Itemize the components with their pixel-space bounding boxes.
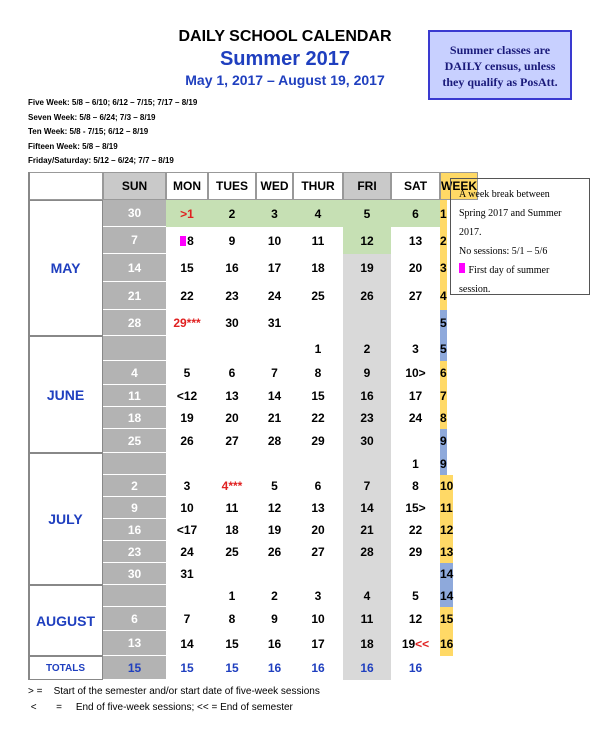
day-cell-fri: 4 — [343, 585, 391, 607]
day-cell-fri: 21 — [343, 519, 391, 541]
day-cell-wed: 2 — [271, 589, 278, 603]
day-cell-mon — [166, 585, 208, 607]
month-july: JULY — [28, 453, 103, 585]
month-june: JUNE — [28, 336, 103, 453]
header-corner — [28, 172, 103, 200]
day-cell-wed: 9 — [271, 612, 278, 626]
day-cell-mon: <12 — [176, 389, 198, 403]
day-cell-sun — [103, 336, 166, 361]
week-number-cell: 13 — [440, 541, 453, 563]
day-cell-thur: 22 — [311, 411, 325, 425]
day-cell-thur: 25 — [311, 289, 325, 303]
day-value: 19 — [401, 636, 416, 651]
session-friday-saturday: Friday/Saturday: 5/12 – 6/24; 7/7 – 8/19 — [28, 156, 174, 165]
day-cell-fri: 18 — [343, 631, 391, 656]
day-cell-tues: 25 — [225, 545, 239, 559]
day-cell-fri — [343, 563, 391, 585]
day-cell-mon — [166, 336, 208, 361]
column-header-mon: MON — [166, 172, 208, 200]
day-cell-sat: 20 — [408, 261, 423, 275]
day-cell-sat — [391, 310, 440, 336]
day-cell-sat: 24 — [408, 411, 423, 425]
week-number-cell: 9 — [440, 429, 447, 453]
day-cell-fri: 5 — [343, 200, 391, 227]
notice-line: DAILY census, unless — [444, 59, 556, 73]
day-cell-mon: 10 — [180, 501, 194, 515]
day-cell-thur: 8 — [314, 366, 322, 380]
column-header-thur: THUR — [293, 172, 343, 200]
total-thur: 16 — [311, 661, 325, 675]
week-number-cell: 14 — [440, 563, 453, 585]
day-cell-wed — [256, 453, 293, 475]
end-of-semester-marker: << — [415, 636, 430, 651]
week-number-cell: 7 — [440, 385, 447, 407]
date-range: May 1, 2017 – August 19, 2017 — [185, 72, 385, 88]
day-cell-sat: 17 — [408, 389, 423, 403]
day-cell-sun: 2 — [103, 475, 166, 497]
total-tues: 15 — [225, 661, 239, 675]
week-number-cell: 5 — [440, 310, 447, 336]
day-cell-sat: 10> — [405, 366, 426, 380]
day-cell-mon: 5 — [183, 366, 191, 380]
day-cell-mon: 7 — [183, 612, 191, 626]
day-cell-sat: 22 — [408, 523, 423, 537]
day-cell-fri: 12 — [343, 227, 391, 254]
day-cell-fri: 9 — [343, 361, 391, 385]
day-cell-thur: 15 — [311, 389, 325, 403]
day-cell-fri: 11 — [343, 607, 391, 631]
day-cell-sun: 18 — [103, 407, 166, 429]
note-line: A week break between — [459, 189, 550, 200]
day-cell-fri: 23 — [343, 407, 391, 429]
day-cell-fri — [343, 310, 391, 336]
week-number-cell: 16 — [440, 631, 453, 656]
day-cell-thur — [293, 453, 343, 475]
day-cell-thur: 29 — [311, 434, 325, 448]
day-cell-tues: 30 — [225, 316, 239, 330]
day-cell-sat: 27 — [408, 289, 423, 303]
week-number-cell: 3 — [440, 254, 447, 282]
week-number-cell: 10 — [440, 475, 453, 497]
column-header-week: WEEK — [440, 172, 478, 200]
day-cell-tues: 18 — [225, 523, 239, 537]
week-number-cell: 4 — [440, 282, 447, 310]
total-sat: 16 — [408, 661, 423, 675]
legend-end-equals: = — [56, 702, 62, 713]
day-cell-thur: 4 — [293, 200, 343, 227]
day-cell-tues: 11 — [225, 501, 239, 515]
day-cell-sun: 28 — [103, 310, 166, 336]
day-cell-tues: 6 — [228, 366, 236, 380]
note-line: No sessions: 5/1 – 5/6 — [459, 246, 548, 257]
day-cell-tues: 23 — [225, 289, 239, 303]
total-sun: 15 — [103, 656, 166, 680]
day-cell-thur: 20 — [311, 523, 325, 537]
day-cell-mon — [166, 227, 208, 254]
note-line — [459, 261, 581, 280]
day-cell-sat: 15> — [405, 501, 426, 515]
day-cell-fri — [343, 453, 391, 475]
legend-end-text: End of five-week sessions; << = End of semester — [75, 702, 293, 713]
day-cell-fri: 2 — [343, 336, 391, 361]
day-cell-tues: 15 — [225, 636, 239, 651]
day-cell-wed — [256, 336, 293, 361]
day-cell-tues: 4*** — [221, 479, 243, 493]
day-cell-thur — [293, 563, 343, 585]
day-cell-tues: 1 — [228, 589, 236, 603]
day-cell-thur: 1 — [314, 341, 322, 356]
day-cell-fri: 30 — [343, 429, 391, 453]
day-cell-wed: 26 — [267, 545, 282, 559]
day-cell-thur: 11 — [311, 233, 325, 248]
term-title: Summer 2017 — [219, 48, 351, 70]
day-cell-mon: 26 — [180, 434, 194, 448]
day-cell-sat: 13 — [408, 233, 423, 248]
calendar-title: DAILY SCHOOL CALENDAR — [178, 28, 392, 45]
week-number-cell: 12 — [440, 519, 453, 541]
day-cell-tues: 8 — [228, 612, 236, 626]
day-cell-thur: 10 — [311, 612, 325, 626]
day-cell-tues — [208, 563, 256, 585]
day-cell-sun: 30 — [103, 563, 166, 585]
day-cell-thur: 13 — [311, 501, 325, 515]
day-cell-fri: 14 — [343, 497, 391, 519]
day-cell-mon: 31 — [180, 567, 194, 581]
week-number-cell: 5 — [440, 336, 447, 361]
day-cell-sun: 9 — [103, 497, 166, 519]
day-cell-sun: 21 — [103, 282, 166, 310]
day-cell-sat: 29 — [408, 545, 423, 559]
day-cell-mon: 29*** — [173, 316, 201, 330]
day-cell-thur: 18 — [311, 261, 325, 275]
day-cell-thur: 3 — [314, 589, 322, 603]
notice-line: Summer classes are — [449, 43, 551, 57]
column-header-fri: FRI — [343, 172, 391, 200]
day-cell-wed: 5 — [271, 479, 278, 493]
month-may: MAY — [28, 200, 103, 336]
column-header-sun: SUN — [103, 172, 166, 200]
total-mon: 15 — [180, 661, 194, 675]
day-cell-mon: 15 — [180, 261, 194, 275]
day-cell-thur: 17 — [311, 636, 325, 651]
day-cell-sat — [391, 429, 440, 453]
day-cell-sun — [103, 585, 166, 607]
session-fifteen-week: Fifteen Week: 5/8 – 8/19 — [28, 141, 118, 151]
day-cell-sat: 5 — [412, 589, 419, 603]
day-cell-tues — [208, 453, 256, 475]
note-line: session. — [459, 284, 491, 295]
day-cell-mon: <17 — [176, 523, 198, 537]
week-number-cell: 6 — [440, 361, 447, 385]
day-cell-wed: 12 — [267, 501, 282, 515]
day-cell-fri: 16 — [343, 385, 391, 407]
day-cell-tues: 27 — [225, 434, 239, 448]
week-number-cell: 15 — [440, 607, 453, 631]
column-header-sat: SAT — [391, 172, 440, 200]
day-cell-wed: 24 — [267, 289, 282, 303]
day-cell-sun: 14 — [103, 254, 166, 282]
session-ten-week: Ten Week: 5/8 - 7/15; 6/12 – 8/19 — [28, 127, 149, 136]
legend-start — [28, 686, 320, 697]
day-cell-sat: 12 — [408, 612, 423, 626]
note-line: Spring 2017 and Summer — [459, 208, 562, 219]
day-cell-sat: 1 — [412, 457, 419, 471]
month-august: AUGUST — [28, 585, 103, 656]
day-cell-sat: 6 — [391, 200, 440, 227]
session-seven-week: Seven Week: 5/8 – 6/24; 7/3 – 8/19 — [28, 112, 156, 122]
day-cell-thur: 6 — [314, 479, 322, 493]
total-wed: 16 — [267, 661, 282, 675]
calendar-frame — [28, 172, 30, 680]
day-cell-mon: >1 — [166, 200, 208, 227]
day-cell-sat: 8 — [412, 479, 419, 493]
day-cell-wed: 16 — [267, 636, 282, 651]
session-list — [28, 96, 197, 169]
day-cell-wed: 21 — [267, 411, 282, 425]
week-number-cell: 2 — [440, 227, 447, 254]
day-cell-sat — [391, 631, 440, 656]
day-cell-wed: 28 — [267, 434, 282, 448]
day-cell-wed: 7 — [271, 366, 278, 380]
day-cell-sun: 30 — [103, 200, 166, 227]
day-cell-sun: 16 — [103, 519, 166, 541]
day-cell-tues: 13 — [225, 389, 239, 403]
day-cell-sun: 7 — [103, 227, 166, 254]
day-cell-thur — [293, 310, 343, 336]
day-cell-mon: 24 — [180, 545, 194, 559]
day-cell-tues: 9 — [228, 233, 236, 248]
day-cell-fri: 28 — [343, 541, 391, 563]
week-number-cell: 8 — [440, 407, 447, 429]
day-cell-sun — [103, 453, 166, 475]
day-cell-mon: 14 — [180, 636, 194, 651]
day-cell-wed: 14 — [267, 389, 282, 403]
day-cell-wed: 17 — [267, 261, 282, 275]
legend-start-text: Start of the semester and/or start date of five-week sessions — [53, 686, 320, 697]
week-number-cell: 11 — [440, 497, 453, 519]
notice-line: they qualify as PosAtt. — [442, 75, 558, 89]
legend-end — [28, 702, 293, 713]
week-number-cell: 9 — [440, 453, 447, 475]
total-fri: 16 — [343, 656, 391, 680]
day-cell-wed: 31 — [267, 316, 282, 330]
week-break-note — [450, 178, 590, 295]
day-cell-wed: 10 — [267, 233, 282, 248]
totals-label: TOTALS — [28, 656, 103, 680]
day-cell-wed: 19 — [267, 523, 282, 537]
day-cell-tues: 16 — [225, 261, 239, 275]
day-cell-mon: 19 — [180, 411, 194, 425]
day-value: 8 — [187, 233, 194, 248]
week-number-cell: 1 — [440, 200, 447, 227]
day-cell-wed: 3 — [256, 200, 293, 227]
day-cell-thur: 27 — [311, 545, 325, 559]
legend-end-symbol: < — [30, 702, 37, 713]
day-cell-sun: 23 — [103, 541, 166, 563]
week-number-cell: 14 — [440, 585, 453, 607]
legend-start-symbol: > = — [28, 686, 43, 697]
census-notice-box — [428, 30, 572, 100]
day-cell-tues: 20 — [225, 411, 239, 425]
day-cell-sat — [391, 563, 440, 585]
day-cell-fri: 19 — [343, 254, 391, 282]
day-cell-mon — [166, 453, 208, 475]
day-cell-mon: 22 — [180, 289, 194, 303]
column-header-tues: TUES — [208, 172, 256, 200]
day-cell-fri: 26 — [343, 282, 391, 310]
column-header-wed: WED — [256, 172, 293, 200]
day-cell-mon: 3 — [183, 479, 191, 493]
day-cell-tues — [208, 336, 256, 361]
day-cell-sun: 6 — [103, 607, 166, 631]
day-cell-sat: 3 — [412, 341, 419, 356]
note-line: 2017. — [459, 227, 482, 238]
day-cell-sun: 13 — [103, 631, 166, 656]
session-five-week: Five Week: 5/8 – 6/10; 6/12 – 7/15; 7/17 – 8/19 — [28, 98, 198, 107]
day-cell-wed — [256, 563, 293, 585]
day-cell-sun: 4 — [103, 361, 166, 385]
day-cell-sun: 25 — [103, 429, 166, 453]
first-day-marker-icon — [180, 236, 186, 246]
day-cell-sun: 11 — [103, 385, 166, 407]
day-cell-tues: 2 — [208, 200, 256, 227]
first-day-marker-icon — [459, 263, 465, 273]
day-cell-fri: 7 — [343, 475, 391, 497]
note-first-day: First day of summer — [468, 265, 550, 276]
